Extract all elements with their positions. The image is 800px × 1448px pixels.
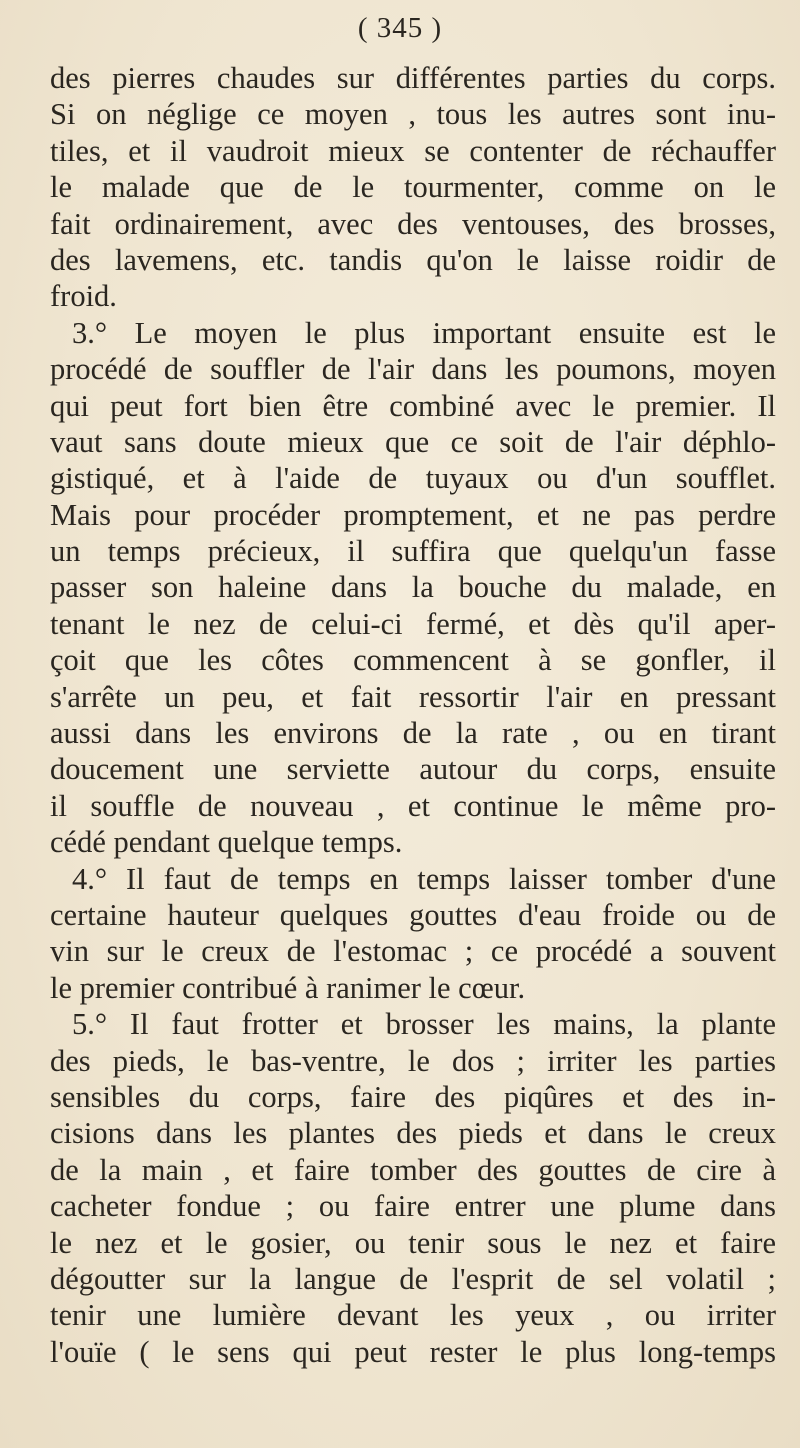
text-line: il souffle de nouveau , et continue le même pro-	[50, 788, 776, 823]
text-line: dégoutter sur la langue de l'esprit de sel volatil ;	[50, 1261, 776, 1296]
text-line: cédé pendant quelque temps.	[50, 825, 403, 860]
text-line: vaut sans doute mieux que ce soit de l'air déphlo-	[50, 424, 776, 459]
text-line: s'arrête un peu, et fait ressortir l'air en pressant	[50, 679, 776, 714]
text-line: tenir une lumière devant les yeux , ou irriter	[50, 1298, 776, 1333]
text-line: un temps précieux, il suffira que quelqu'un fasse	[50, 534, 776, 569]
text-line: tenant le nez de celui-ci fermé, et dès qu'il aper-	[50, 606, 776, 641]
text-line: Si on néglige ce moyen , tous les autres sont inu-	[50, 97, 776, 132]
text-line: de la main , et faire tomber des gouttes de cire à	[50, 1152, 776, 1187]
text-line: aussi dans les environs de la rate , ou en tirant	[50, 716, 776, 751]
text-line: le malade que de le tourmenter, comme on le	[50, 170, 776, 205]
text-line: doucement une serviette autour du corps, ensuite	[50, 752, 776, 787]
text-line: 5.° Il faut frotter et brosser les mains, la plante	[72, 1007, 776, 1042]
text-line: 3.° Le moyen le plus important ensuite est le	[72, 315, 776, 350]
text-line: procédé de souffler de l'air dans les poumons, moyen	[50, 352, 776, 387]
text-line: des pieds, le bas-ventre, le dos ; irriter les parties	[50, 1043, 776, 1078]
page-number: ( 345 )	[357, 12, 443, 44]
text-line: fait ordinairement, avec des ventouses, des brosses,	[50, 206, 776, 241]
text-line: vin sur le creux de l'estomac ; ce procédé a souvent	[50, 934, 776, 969]
text-line: 4.° Il faut de temps en temps laisser tomber d'une	[72, 861, 776, 896]
text-line: Mais pour procéder promptement, et ne pas perdre	[50, 497, 776, 532]
text-line: cacheter fondue ; ou faire entrer une plume dans	[50, 1189, 776, 1224]
text-line: certaine hauteur quelques gouttes d'eau froide ou de	[50, 897, 776, 932]
text-line: qui peut fort bien être combiné avec le premier. Il	[50, 388, 776, 423]
text-line: gistiqué, et à l'aide de tuyaux ou d'un soufflet.	[50, 461, 776, 496]
text-line: froid.	[50, 279, 117, 314]
text-line: l'ouïe ( le sens qui peut rester le plus long-temps	[50, 1334, 776, 1369]
text-line: tiles, et il vaudroit mieux se contenter de réchauffer	[50, 133, 776, 168]
text-line: sensibles du corps, faire des piqûres et des in-	[50, 1079, 776, 1114]
text-line: des pierres chaudes sur différentes parties du corps.	[50, 61, 776, 95]
body-text	[50, 60, 776, 1370]
text-line: le premier contribué à ranimer le cœur.	[50, 970, 526, 1005]
text-line: passer son haleine dans la bouche du malade, en	[50, 570, 776, 605]
text-line: cisions dans les plantes des pieds et dans le creux	[50, 1116, 776, 1151]
text-line: le nez et le gosier, ou tenir sous le nez et faire	[50, 1225, 776, 1260]
text-line: des lavemens, etc. tandis qu'on le laisse roidir de	[50, 242, 776, 277]
text-line: çoit que les côtes commencent à se gonfler, il	[50, 643, 776, 678]
